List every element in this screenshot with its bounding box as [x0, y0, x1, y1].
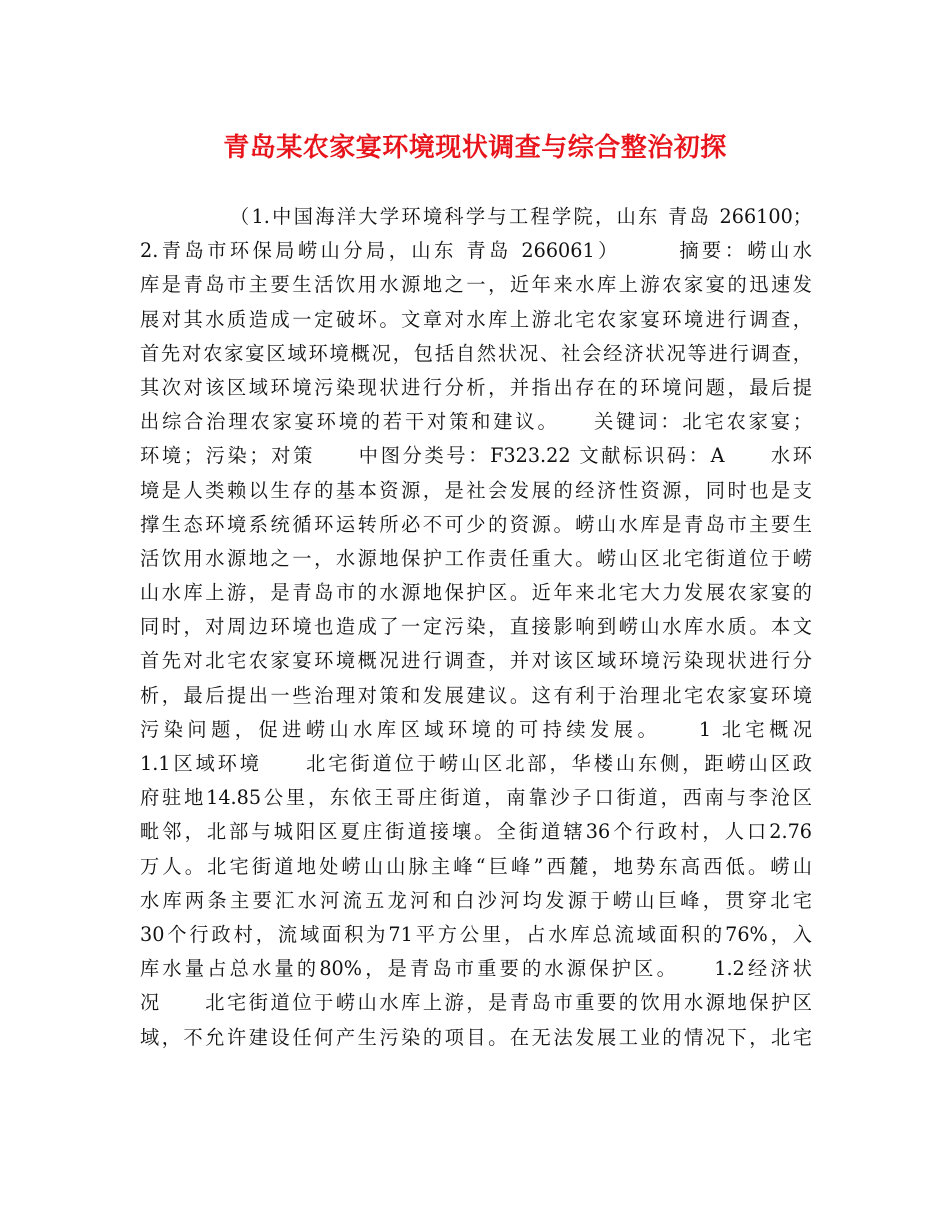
body-line: 其次对该区域环境污染现状进行分析，并指出存在的环境问题，最后提: [140, 375, 812, 399]
body-line: 水库两条主要汇水河流五龙河和白沙河均发源于崂山巨峰，贯穿北宅: [140, 888, 812, 912]
body-line: 域，不允许建设任何产生污染的项目。在无法发展工业的情况下，北宅: [140, 1025, 812, 1049]
body-line: 山水库上游，是青岛市的水源地保护区。近年来北宅大力发展农家宴的: [140, 581, 812, 605]
body-line: 30个行政村，流域面积为71平方公里，占水库总流域面积的76%，入: [140, 922, 812, 946]
body-line: 毗邻，北部与城阳区夏庄街道接壤。全街道辖36个行政村，人口2.76: [140, 820, 812, 844]
body-line: 况 北宅街道位于崂山水库上游，是青岛市重要的饮用水源地保护区: [140, 991, 812, 1015]
body-line: 库水量占总水量的80%，是青岛市重要的水源保护区。 1.2经济状: [140, 957, 812, 981]
document-body: [140, 200, 812, 1055]
body-line: （1.中国海洋大学环境科学与工程学院，山东 青岛 266100；: [230, 205, 812, 228]
body-line: 展对其水质造成一定破坏。文章对水库上游北宅农家宴环境进行调查，: [140, 307, 812, 331]
body-line: 境是人类赖以生存的基本资源，是社会发展的经济性资源，同时也是支: [140, 478, 812, 502]
body-line: 环境；污染；对策 中图分类号：F323.22 文献标识码：A 水环: [140, 444, 812, 468]
body-line: 撑生态环境系统循环运转所必不可少的资源。崂山水库是青岛市主要生: [140, 512, 812, 536]
body-line: 同时，对周边环境也造成了一定污染，直接影响到崂山水库水质。本文: [140, 615, 812, 639]
body-line: 1.1区域环境 北宅街道位于崂山区北部，华楼山东侧，距崂山区政: [140, 752, 812, 775]
body-line: 首先对北宅农家宴环境概况进行调查，并对该区域环境污染现状进行分: [140, 649, 812, 673]
body-line: 2.青岛市环保局崂山分局，山东 青岛 266061） 摘要：崂山水: [140, 239, 812, 263]
body-line: 析，最后提出一些治理对策和发展建议。这有利于治理北宅农家宴环境: [140, 683, 812, 707]
document-title: 青岛某农家宴环境现状调查与综合整治初探: [223, 133, 727, 163]
body-line: 万人。北宅街道地处崂山山脉主峰“巨峰”西麓，地势东高西低。崂山: [140, 854, 812, 878]
body-line: 府驻地14.85公里，东依王哥庄街道，南靠沙子口街道，西南与李沧区: [140, 786, 812, 810]
body-line: 首先对农家宴区域环境概况，包括自然状况、社会经济状况等进行调查，: [140, 341, 812, 365]
body-line: 库是青岛市主要生活饮用水源地之一，近年来水库上游农家宴的迅速发: [140, 273, 812, 297]
body-line: 污染问题，促进崂山水库区域环境的可持续发展。 1 北宅概况: [140, 717, 812, 741]
body-line: 出综合治理农家宴环境的若干对策和建议。 关键词：北宅农家宴；: [140, 410, 812, 434]
body-line: 活饮用水源地之一，水源地保护工作责任重大。崂山区北宅街道位于崂: [140, 546, 812, 570]
